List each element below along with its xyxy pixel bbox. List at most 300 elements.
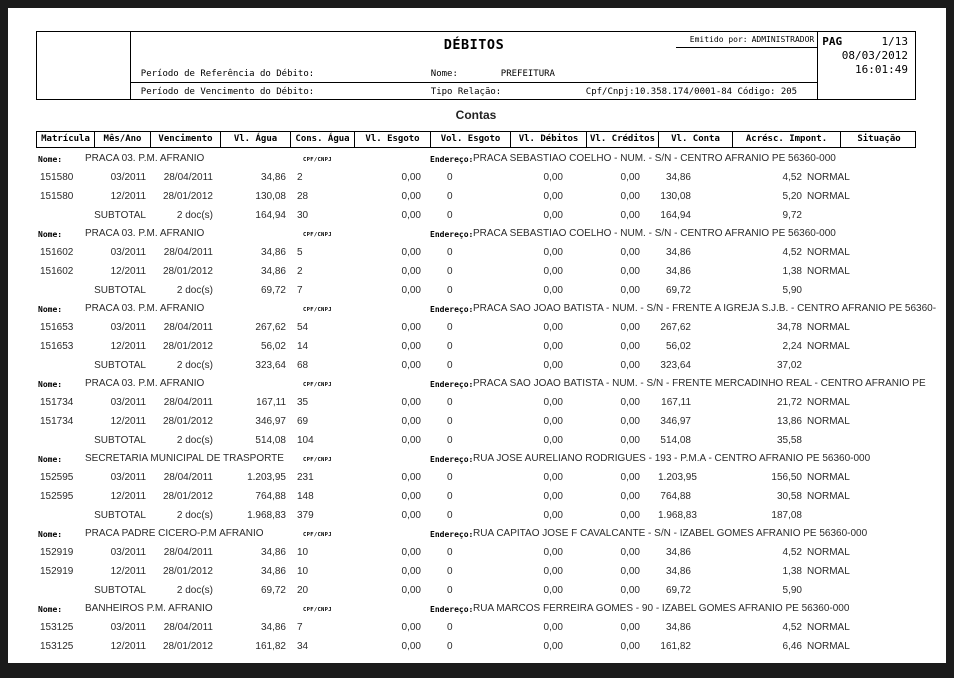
group-header-row	[36, 601, 916, 618]
subtotal-cell: 0,00	[620, 210, 640, 221]
relation-type-label: Tipo Relação:	[430, 87, 502, 97]
address-label: Endereço:	[430, 380, 474, 389]
subtotal-cell: 0,00	[620, 285, 640, 296]
subtotal-cell	[840, 356, 916, 375]
customer-address: PRACA SAO JOAO BATISTA - NUM. - S/N - FRENTE MERCADINHO REAL - CENTRO AFRANIO PE	[473, 378, 926, 389]
table-cell: NORMAL	[807, 641, 850, 652]
table-cell: 12/2011	[110, 341, 146, 352]
cpfcnpj-label: CPF/CNPJ	[303, 382, 332, 388]
page-number: 1/13	[881, 35, 908, 48]
table-cell: 03/2011	[110, 547, 146, 558]
subtotal-cell: 323,64	[255, 360, 286, 371]
subtotal-row	[36, 281, 916, 300]
table-cell: 156,50	[771, 472, 802, 483]
table-cell: NORMAL	[807, 322, 850, 333]
table-cell: NORMAL	[807, 622, 850, 633]
subtotal-cell: 2 doc(s)	[176, 285, 213, 296]
table-row	[36, 318, 916, 337]
table-cell: 7	[297, 622, 303, 633]
subtotal-cell	[36, 431, 94, 450]
table-cell: 167,11	[661, 397, 691, 408]
table-cell: NORMAL	[807, 397, 850, 408]
pag-label: PAG	[822, 35, 843, 48]
subtotal-cell: SUBTOTAL	[94, 210, 146, 221]
table-cell: 0,00	[543, 266, 563, 277]
table-cell: 1,38	[782, 266, 802, 277]
subtotal-cell	[840, 431, 916, 450]
table-cell: 153125	[40, 622, 74, 633]
table-cell: 34,86	[665, 266, 691, 277]
table-row	[36, 168, 916, 187]
emitted-by	[676, 35, 817, 48]
table-cell: 28/01/2012	[162, 566, 213, 577]
table-cell: 28/04/2011	[163, 622, 213, 633]
subtotal-cell: 514,08	[660, 435, 691, 446]
table-cell: 0	[447, 472, 453, 483]
column-header: Vl. Créditos	[587, 132, 659, 147]
subtotal-cell: 0,00	[401, 585, 421, 596]
cpfcnpj-label: CPF/CNPJ	[303, 607, 332, 613]
section-title: Contas	[455, 108, 497, 122]
page-title: DÉBITOS	[443, 37, 505, 53]
table-cell: 34,86	[260, 547, 286, 558]
table-cell: 0,00	[620, 472, 640, 483]
customer-name: PRACA 03. P.M. AFRANIO	[85, 378, 205, 389]
subtotal-row	[36, 581, 916, 600]
accounts-table	[36, 151, 937, 656]
table-cell: NORMAL	[807, 547, 850, 558]
subtotal-cell	[36, 281, 94, 300]
table-row	[36, 543, 916, 562]
cpfcnpj-label: CPF/CNPJ	[303, 532, 332, 538]
subtotal-cell	[36, 581, 94, 600]
subtotal-cell: 5,90	[782, 585, 802, 596]
table-cell: 0,00	[401, 622, 421, 633]
table-cell: 28/01/2012	[162, 416, 213, 427]
table-row	[36, 393, 916, 412]
table-cell: 161,82	[660, 641, 691, 652]
table-cell: 0	[447, 547, 453, 558]
table-cell: 0	[447, 622, 453, 633]
subtotal-cell: 2 doc(s)	[176, 585, 213, 596]
table-cell: 0,00	[401, 416, 421, 427]
table-cell: 0,00	[543, 641, 563, 652]
name-row-label: Nome:	[38, 455, 63, 464]
table-cell: 0,00	[543, 622, 563, 633]
table-cell: 0	[447, 491, 453, 502]
subtotal-row	[36, 356, 916, 375]
table-cell: 69	[297, 416, 309, 427]
subtotal-cell: 0,00	[401, 435, 421, 446]
table-row	[36, 618, 916, 637]
table-cell: 34,86	[260, 247, 286, 258]
subtotal-cell: 0,00	[620, 435, 640, 446]
subtotal-cell	[840, 206, 916, 225]
table-cell: 1.203,95	[658, 472, 697, 483]
table-cell: 28/04/2011	[163, 547, 213, 558]
column-header: Vol. Esgoto	[431, 132, 511, 147]
logo-placeholder	[37, 32, 131, 99]
subtotal-cell: 0,00	[401, 210, 421, 221]
name-value: PREFEITURA	[500, 69, 555, 79]
table-cell: 10	[297, 566, 309, 577]
column-header: Vl. Esgoto	[355, 132, 431, 147]
table-cell: 152919	[40, 547, 74, 558]
address-label: Endereço:	[430, 530, 474, 539]
column-header: Vl. Água	[221, 132, 291, 147]
table-cell: 4,52	[782, 622, 802, 633]
table-cell: 151734	[40, 416, 74, 427]
table-cell: 130,08	[660, 191, 691, 202]
customer-address: RUA MARCOS FERREIRA GOMES - 90 - IZABEL GOMES AFRANIO PE 56360-000	[473, 603, 850, 614]
table-row	[36, 637, 916, 656]
table-cell: 03/2011	[110, 472, 146, 483]
table-cell: 0,00	[620, 172, 640, 183]
group-header-row	[36, 376, 926, 393]
table-cell: 151580	[40, 191, 74, 202]
subtotal-cell: 514,08	[255, 435, 286, 446]
table-row	[36, 262, 916, 281]
table-cell: 56,02	[665, 341, 691, 352]
table-cell: 267,62	[255, 322, 286, 333]
table-cell: 34,86	[665, 547, 691, 558]
table-cell: NORMAL	[807, 266, 850, 277]
subtotal-cell: 0,00	[543, 360, 563, 371]
table-cell: 0,00	[620, 622, 640, 633]
report-time: 16:01:49	[855, 63, 908, 76]
customer-name: PRACA 03. P.M. AFRANIO	[85, 228, 205, 239]
cpfcnpj-label: CPF/CNPJ	[303, 457, 332, 463]
report-header-main	[131, 32, 817, 99]
table-cell: 03/2011	[110, 622, 146, 633]
subtotal-row	[36, 506, 916, 525]
column-header: Mês/Ano	[95, 132, 151, 147]
table-cell: 35	[297, 397, 309, 408]
table-cell: 152595	[40, 472, 74, 483]
table-cell: 0,00	[620, 247, 640, 258]
subtotal-cell	[36, 206, 94, 225]
customer-name: PRACA 03. P.M. AFRANIO	[85, 303, 205, 314]
table-cell: 12/2011	[110, 641, 146, 652]
table-cell: NORMAL	[807, 491, 850, 502]
column-header: Cons. Água	[291, 132, 355, 147]
customer-address: PRACA SAO JOAO BATISTA - NUM. - S/N - FRENTE A IGREJA S.J.B. - CENTRO AFRANIO PE 56360-	[473, 303, 937, 314]
address-label: Endereço:	[430, 155, 474, 164]
table-cell: 12/2011	[110, 266, 146, 277]
table-cell: 03/2011	[110, 397, 146, 408]
name-row-label: Nome:	[38, 380, 63, 389]
subtotal-cell: 0,00	[620, 585, 640, 596]
subtotal-cell: 0	[447, 435, 453, 446]
subtotal-cell: 5,90	[782, 285, 802, 296]
table-cell: 34,86	[260, 266, 286, 277]
table-cell: 5	[297, 247, 303, 258]
group-header-row	[36, 526, 916, 543]
table-cell: 130,08	[255, 191, 286, 202]
subtotal-cell: 0,00	[543, 285, 563, 296]
table-cell: 34,86	[665, 622, 691, 633]
subtotal-cell: 2 doc(s)	[176, 510, 213, 521]
report-header	[36, 31, 916, 100]
subtotal-cell: 69,72	[665, 585, 691, 596]
name-row-label: Nome:	[38, 605, 63, 614]
customer-address: PRACA SEBASTIAO COELHO - NUM. - S/N - CENTRO AFRANIO PE 56360-000	[473, 228, 836, 239]
table-cell: 0,00	[620, 322, 640, 333]
table-cell: NORMAL	[807, 247, 850, 258]
table-cell: 14	[297, 341, 309, 352]
table-cell: 12/2011	[110, 416, 146, 427]
table-row	[36, 337, 916, 356]
subtotal-cell: 379	[297, 510, 314, 521]
table-cell: 21,72	[776, 397, 802, 408]
table-cell: NORMAL	[807, 172, 850, 183]
subtotal-cell: 323,64	[660, 360, 691, 371]
table-cell: 12/2011	[110, 566, 146, 577]
subtotal-cell: 69,72	[260, 285, 286, 296]
subtotal-cell: 0	[447, 210, 453, 221]
emitted-by-value: ADMINISTRADOR	[751, 35, 815, 44]
table-cell: 151602	[40, 247, 74, 258]
subtotal-cell: 1.968,83	[247, 510, 286, 521]
subtotal-cell	[36, 356, 94, 375]
subtotal-cell: 0,00	[543, 585, 563, 596]
table-cell: 0,00	[543, 491, 563, 502]
table-cell: 12/2011	[110, 491, 146, 502]
table-row	[36, 187, 916, 206]
column-header: Vl. Débitos	[511, 132, 587, 147]
table-cell: 1.203,95	[247, 472, 286, 483]
table-cell: 0,00	[543, 322, 563, 333]
table-cell: 151653	[40, 322, 74, 333]
address-label: Endereço:	[430, 230, 474, 239]
table-cell: 0,00	[401, 547, 421, 558]
customer-name: PRACA 03. P.M. AFRANIO	[85, 153, 205, 164]
table-cell: 0,00	[543, 247, 563, 258]
subtotal-cell: 0,00	[543, 210, 563, 221]
name-row-label: Nome:	[38, 230, 63, 239]
address-label: Endereço:	[430, 305, 474, 314]
table-cell: 0,00	[620, 416, 640, 427]
subtotal-cell: 0,00	[401, 360, 421, 371]
table-cell: 6,46	[782, 641, 802, 652]
ref-period-label: Período de Referência do Débito:	[140, 69, 315, 79]
table-cell: 153125	[40, 641, 74, 652]
table-cell: 4,52	[782, 172, 802, 183]
subtotal-cell: 9,72	[782, 210, 802, 221]
table-cell: 56,02	[260, 341, 286, 352]
report-content	[36, 31, 937, 656]
table-cell: 10	[297, 547, 309, 558]
emitted-by-label: Emitido por:	[689, 35, 748, 44]
subtotal-cell: 0	[447, 510, 453, 521]
subtotal-cell: 0,00	[543, 510, 563, 521]
table-cell: 0,00	[401, 172, 421, 183]
table-cell: 0,00	[543, 341, 563, 352]
table-cell: 0	[447, 172, 453, 183]
column-header: Matrícula	[37, 132, 95, 147]
reference-period-row	[131, 68, 817, 83]
subtotal-cell: 0	[447, 585, 453, 596]
table-cell: 0	[447, 641, 453, 652]
table-cell: 0,00	[401, 247, 421, 258]
table-cell: NORMAL	[807, 472, 850, 483]
cpfcnpj-label: CPF/CNPJ	[303, 157, 332, 163]
subtotal-cell: SUBTOTAL	[94, 585, 146, 596]
table-cell: 148	[297, 491, 314, 502]
table-cell: 28/04/2011	[163, 397, 213, 408]
subtotal-cell: 0,00	[620, 360, 640, 371]
table-row	[36, 487, 916, 506]
subtotal-cell: 7	[297, 285, 303, 296]
table-cell: 34,86	[260, 622, 286, 633]
due-period-row	[131, 86, 817, 101]
table-cell: 0,00	[620, 266, 640, 277]
table-cell: 34,78	[776, 322, 802, 333]
subtotal-cell: 0,00	[401, 285, 421, 296]
table-cell: 28/01/2012	[162, 341, 213, 352]
table-cell: 0	[447, 191, 453, 202]
table-cell: 03/2011	[110, 172, 146, 183]
name-row-label: Nome:	[38, 155, 63, 164]
table-cell: 0,00	[401, 341, 421, 352]
name-row-label: Nome:	[38, 305, 63, 314]
subtotal-cell: 2 doc(s)	[176, 210, 213, 221]
customer-name: SECRETARIA MUNICIPAL DE TRASPORTE	[85, 453, 284, 464]
table-row	[36, 468, 916, 487]
subtotal-cell: SUBTOTAL	[94, 285, 146, 296]
table-cell: 0,00	[401, 472, 421, 483]
table-cell: 0	[447, 266, 453, 277]
report-page	[8, 8, 946, 663]
table-cell: 28/04/2011	[163, 247, 213, 258]
table-cell: 231	[297, 472, 314, 483]
cpfcnpj-label: CPF/CNPJ	[303, 307, 332, 313]
table-cell: 0,00	[543, 172, 563, 183]
table-cell: 267,62	[660, 322, 691, 333]
table-cell: 0,00	[620, 191, 640, 202]
table-cell: 0,00	[401, 641, 421, 652]
table-cell: 0	[447, 397, 453, 408]
table-cell: 1,38	[782, 566, 802, 577]
table-cell: 0,00	[401, 566, 421, 577]
table-cell: 0	[447, 247, 453, 258]
address-label: Endereço:	[430, 455, 474, 464]
table-cell: 54	[297, 322, 309, 333]
table-cell: 0,00	[543, 547, 563, 558]
column-header: Vencimento	[151, 132, 221, 147]
table-cell: 0	[447, 566, 453, 577]
name-row-label: Nome:	[38, 530, 63, 539]
table-cell: NORMAL	[807, 191, 850, 202]
subtotal-cell: 0,00	[620, 510, 640, 521]
subtotal-cell: 37,02	[776, 360, 802, 371]
subtotal-cell	[36, 506, 94, 525]
table-cell: 0,00	[620, 547, 640, 558]
subtotal-cell: 104	[297, 435, 314, 446]
table-cell: NORMAL	[807, 341, 850, 352]
table-cell: 4,52	[782, 547, 802, 558]
table-cell: 34	[297, 641, 309, 652]
column-header: Situação	[857, 134, 901, 144]
group-header-row	[36, 451, 916, 468]
table-cell: 4,52	[782, 247, 802, 258]
subtotal-cell	[840, 281, 916, 300]
table-cell: 0,00	[543, 397, 563, 408]
subtotal-cell: 187,08	[771, 510, 802, 521]
subtotal-cell: 20	[297, 585, 309, 596]
subtotal-cell: 164,94	[255, 210, 286, 221]
table-cell: 28/01/2012	[162, 641, 213, 652]
table-cell: 0,00	[543, 416, 563, 427]
table-cell: 5,20	[782, 191, 802, 202]
table-cell: NORMAL	[807, 416, 850, 427]
table-cell: 28	[297, 191, 309, 202]
table-row	[36, 412, 916, 431]
table-cell: 03/2011	[110, 322, 146, 333]
table-cell: NORMAL	[807, 566, 850, 577]
table-cell: 0,00	[620, 397, 640, 408]
name-label: Nome:	[430, 69, 458, 79]
table-cell: 0,00	[543, 566, 563, 577]
table-cell: 2,24	[782, 341, 802, 352]
table-cell: 28/04/2011	[163, 322, 213, 333]
table-cell: 0,00	[620, 491, 640, 502]
table-row	[36, 562, 916, 581]
subtotal-cell: 68	[297, 360, 309, 371]
table-row	[36, 243, 916, 262]
customer-address: RUA CAPITAO JOSE F CAVALCANTE - S/N - IZABEL GOMES AFRANIO PE 56360-000	[473, 528, 868, 539]
table-cell: 0,00	[401, 191, 421, 202]
subtotal-cell	[840, 506, 916, 525]
table-cell: 152919	[40, 566, 74, 577]
table-cell: 0,00	[620, 341, 640, 352]
table-cell: 0	[447, 416, 453, 427]
table-cell: 13,86	[776, 416, 802, 427]
table-cell: 0,00	[543, 472, 563, 483]
column-header: Acrésc. Impont.	[733, 132, 841, 147]
subtotal-row	[36, 206, 916, 225]
table-cell: 0,00	[401, 491, 421, 502]
subtotal-cell: 30	[297, 210, 309, 221]
table-cell: 151734	[40, 397, 74, 408]
table-cell: 2	[297, 172, 303, 183]
table-cell: 161,82	[255, 641, 286, 652]
table-cell: 30,58	[776, 491, 802, 502]
table-cell: 0	[447, 341, 453, 352]
table-cell: 28/01/2012	[162, 491, 213, 502]
table-cell: 151602	[40, 266, 74, 277]
subtotal-cell: 0	[447, 285, 453, 296]
table-cell: 0,00	[543, 191, 563, 202]
subtotal-row	[36, 431, 916, 450]
table-cell: 151653	[40, 341, 74, 352]
cpfcnpj-label: CPF/CNPJ	[303, 232, 332, 238]
column-header: Vl. Conta	[659, 132, 733, 147]
subtotal-cell: 2 doc(s)	[176, 360, 213, 371]
subtotal-cell: SUBTOTAL	[94, 510, 146, 521]
table-cell: 03/2011	[110, 247, 146, 258]
subtotal-cell: 69,72	[665, 285, 691, 296]
table-header	[36, 131, 916, 148]
table-cell: 167,11	[256, 397, 286, 408]
table-cell: 34,86	[665, 566, 691, 577]
subtotal-cell: SUBTOTAL	[94, 360, 146, 371]
page-indicator	[818, 35, 915, 49]
subtotal-cell: 0,00	[401, 510, 421, 521]
group-header-row	[36, 151, 916, 168]
table-cell: 34,86	[260, 566, 286, 577]
subtotal-cell: 69,72	[260, 585, 286, 596]
